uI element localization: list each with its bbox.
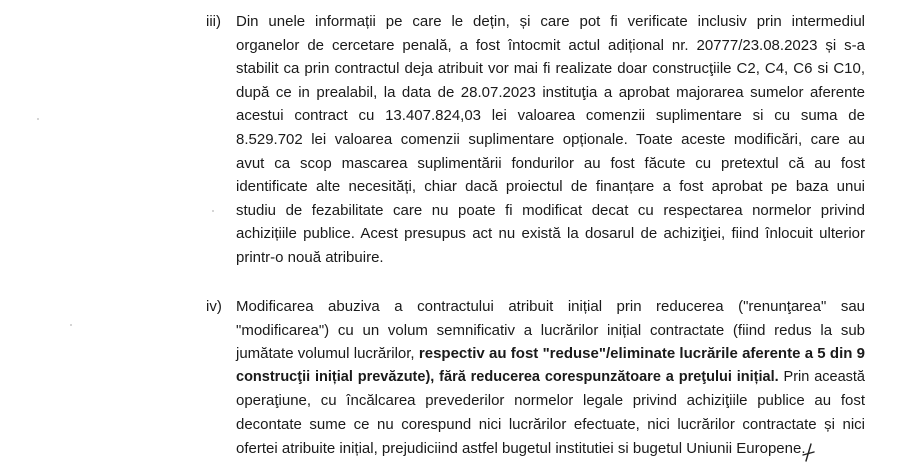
- paragraph-line: Modificarea abuziva a contractului atribuit inițial prin reducerea ("renunţarea" sau: [236, 298, 865, 315]
- paragraph-line: decontate sume ce nu corespund nici lucrărilor efectuate, nici lucrărilor contractate și nici: [236, 416, 865, 433]
- paragraph-line: 8.529.702 lei valoarea comenzii suplimentare opționale. Toate aceste modificări, care au: [236, 131, 865, 148]
- paragraph-line: avut ca scop mascarea suplimentării fondurilor au fost făcute cu pretextul că au fost: [236, 154, 865, 172]
- bold-text: respectiv au fost "reduse"/eliminate lucrările aferente a 5 din 9: [418, 345, 866, 363]
- plain-text: Prin această: [783, 368, 865, 385]
- scan-speck: [70, 324, 72, 326]
- paragraph-line: "modificarea") cu un volum semnificativ a lucrărilor inițial contractate (fiind redus la sub: [236, 321, 865, 339]
- handwritten-mark-icon: [800, 443, 816, 462]
- paragraph-line: acestui contract cu 13.407.824,03 lei valoarea comenzii suplimentare si cu suma de: [236, 107, 865, 125]
- paragraph-line: operaţiune, cu încălcarea prevederilor normelor legale privind achiziţiile publice au fost: [236, 392, 865, 410]
- paragraph-line: Din unele informații pe care le dețin, și care pot fi verificate inclusiv prin intermediul: [236, 13, 865, 30]
- plain-text: jumătate volumul lucrărilor,: [236, 345, 415, 363]
- paragraph-line: stabilit ca prin contractul deja atribuit vor mai fi realizate doar construcţiile C2, C4, C6 si C10,: [236, 60, 865, 78]
- paragraph-line: printr-o nouă atribuire.: [236, 249, 384, 266]
- paragraph-line: identificate alte necesități, chiar dacă proiectul de finanțare a fost aprobat pe baza unui: [236, 178, 865, 196]
- paragraph-line: achizițiile publice. Acest presupus act nu există la dosarul de achiziţiei, fiind înlocuit ulterior: [236, 225, 865, 243]
- scan-speck: [37, 118, 39, 120]
- list-marker: iv): [206, 298, 222, 315]
- paragraph-line: organelor de cercetare penală, a fost întocmit actul adițional nr. 20777/23.08.2023 și s-a: [236, 36, 865, 54]
- paragraph-line: studiu de fezabilitate care nu poate fi modificat decat cu respectarea normelor privind: [236, 201, 865, 219]
- bold-text: construcţii inițial prevăzute), fără reducerea corespunzătoare a preţului inițial.: [236, 368, 779, 385]
- paragraph-line-mixed: [236, 366, 865, 390]
- list-marker: iii): [206, 13, 221, 30]
- scan-speck: [212, 210, 214, 212]
- paragraph-line: după ce in prealabil, la data de 28.07.2023 instituţia a aprobat majorarea sumelor aferente: [236, 83, 865, 101]
- paragraph-line: ofertei atribuite inițial, prejudiciind astfel bugetul institutiei si bugetul Uniunii Europene.: [236, 439, 806, 457]
- paragraph-line-mixed: [236, 342, 865, 366]
